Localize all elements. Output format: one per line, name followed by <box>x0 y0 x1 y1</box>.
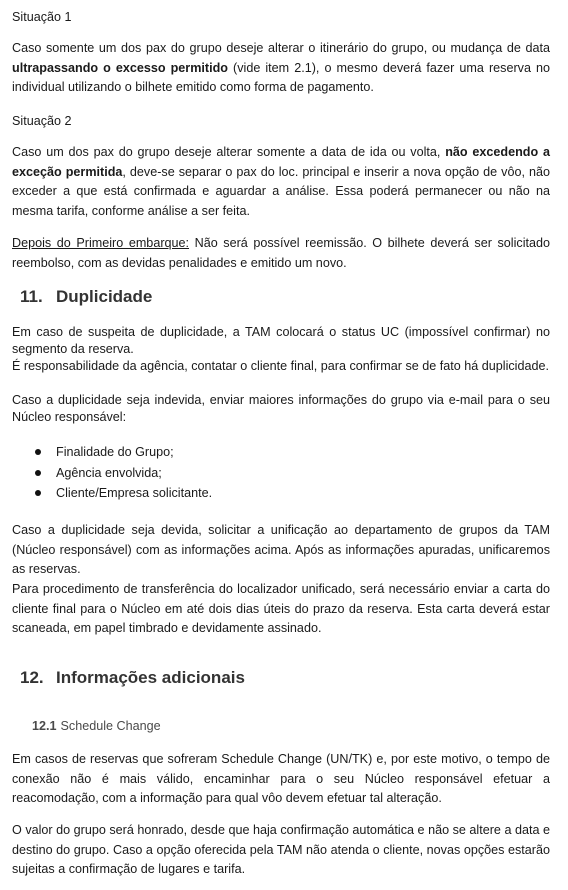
section-11-title: Duplicidade <box>56 287 153 306</box>
situacao-2-text-b: , deve-se separar o pax do loc. principal e inserir a nova opção de vôo, não exceder a que está confirmada e aguardar a análise. Essa poderá permanecer ou não na mesma tarifa, conforme análise a ser feita. <box>12 164 550 218</box>
situacao-1-paragraph <box>12 39 550 98</box>
situacao-2-bold: não excedendo a exceção permitida <box>12 145 550 179</box>
section-12-1-number: 12.1 <box>32 719 57 733</box>
situacao-1-text-a: Caso somente um dos pax do grupo deseje alterar o itinerário do grupo, ou mudança de data <box>12 41 550 55</box>
section-12-heading <box>20 668 245 688</box>
section-11-line-1: Em caso de suspeita de duplicidade, a TAM colocará o status UC (impossível confirmar) no segmento da reserva. <box>12 325 550 356</box>
section-11-line-2: É responsabilidade da agência, contatar o cliente final, para confirmar se de fato há duplicidade. <box>12 359 549 373</box>
section-11-number: 11. <box>20 287 43 306</box>
section-11-bullet-list <box>34 442 212 504</box>
section-12-title: Informações adicionais <box>56 668 245 687</box>
list-item: Cliente/Empresa solicitante. <box>34 483 212 504</box>
section-12-number: 12. <box>20 668 44 687</box>
section-11-paragraph-3: Para procedimento de transferência do localizador unificado, será necessário enviar a carta do cliente final para o Núcleo em até dois dias úteis do prazo da reserva. Esta carta deverá estar scaneada, em papel timbrado e devidamente assinado. <box>12 582 550 635</box>
situacao-1-text-b: (vide item 2.1), o mesmo deverá fazer uma reserva no individual utilizando o bilhete emitido como forma de pagamento. <box>12 60 551 94</box>
section-11-line-3: Caso a duplicidade seja indevida, enviar maiores informações do grupo via e-mail para o seu Núcleo responsável: <box>12 393 550 424</box>
depois-embarque-text: Não será possível reemissão. O bilhete deverá ser solicitado reembolso, com as devidas penalidades e emitido um novo. <box>12 236 551 270</box>
situacao-1-bold: ultrapassando o excesso permitido <box>12 60 228 75</box>
list-item: Finalidade do Grupo; <box>34 442 212 463</box>
section-12-1-heading <box>32 719 161 733</box>
situacao-2-title: Situação 2 <box>12 114 72 128</box>
situacao-1-title: Situação 1 <box>12 10 72 24</box>
situacao-2-text-a: Caso um dos pax do grupo deseje alterar somente a data de ida ou volta, <box>12 145 446 159</box>
section-12-1-title: Schedule Change <box>60 719 161 733</box>
situacao-2-paragraph <box>12 143 550 221</box>
depois-embarque-label: Depois do Primeiro embarque: <box>12 236 190 250</box>
list-item: Agência envolvida; <box>34 463 212 484</box>
section-12-paragraph-2: O valor do grupo será honrado, desde que haja confirmação automática e não se altere a data e destino do grupo. Caso a opção oferecida pela TAM não atenda o cliente, novas opções estarão sujeitas a confirmação de lugares e tarifa. <box>12 823 550 876</box>
section-12-paragraph-1: Em casos de reservas que sofreram Schedule Change (UN/TK) e, por este motivo, o tempo de conexão não é mais válido, encaminhar para o seu Núcleo responsável efetuar a reacomodação, com a informação para qual vôo devem efetuar tal alteração. <box>12 752 550 805</box>
depois-embarque-paragraph <box>12 234 550 273</box>
section-11-paragraph-2: Caso a duplicidade seja devida, solicitar a unificação ao departamento de grupos da TAM (Núcleo responsável) com as informações acima. Após as informações apuradas, unificaremos as reservas. <box>12 523 550 576</box>
section-11-heading <box>20 287 152 307</box>
